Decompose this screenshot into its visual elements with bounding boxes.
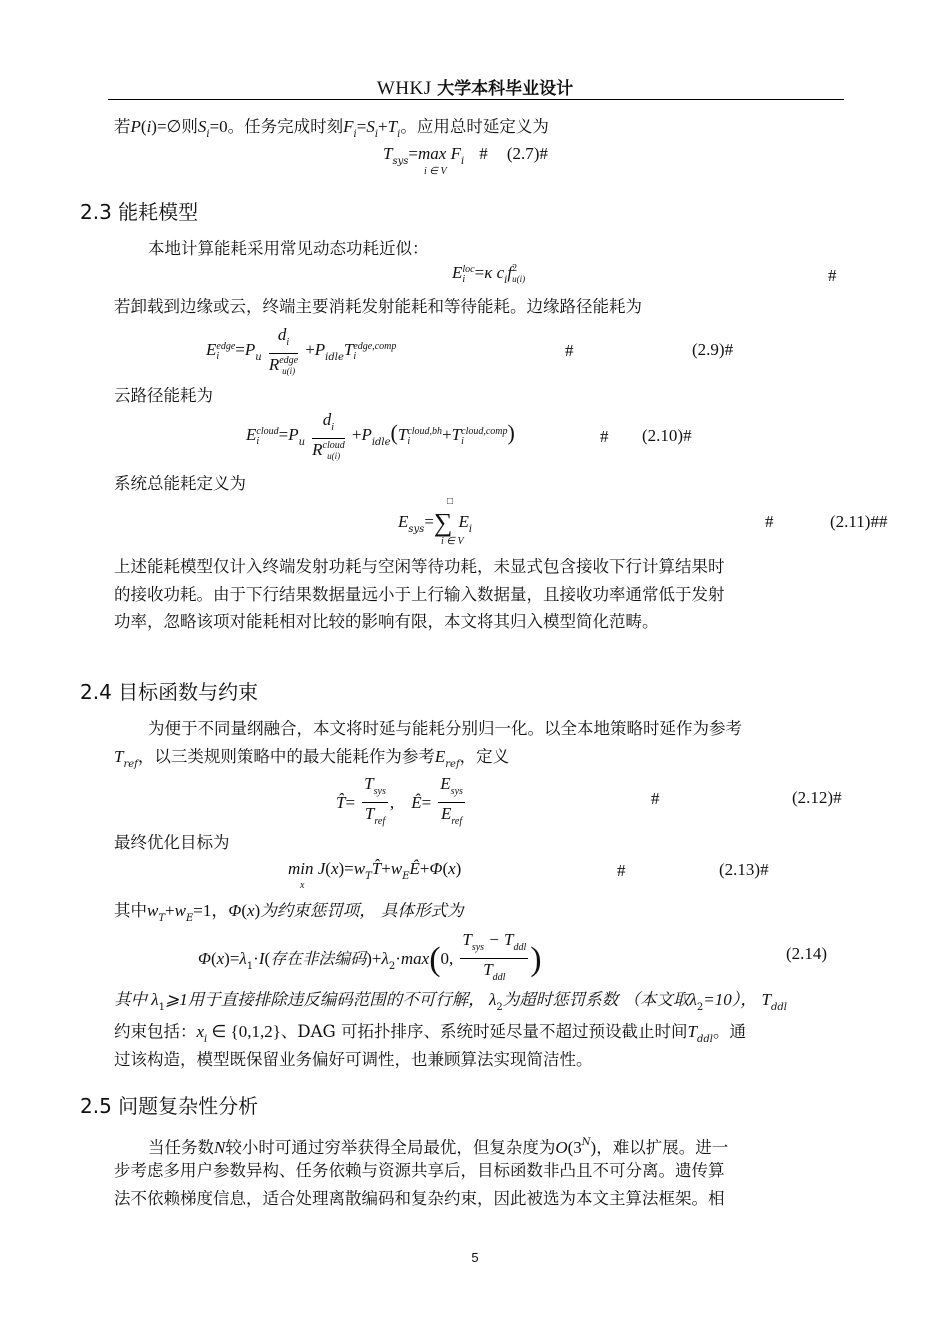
paragraph-line: 系统总能耗定义为 [114, 474, 246, 493]
equation-2-13: $\min J(x)=w_TT̂+w_EÊ+\Phi(x)$ [288, 859, 462, 882]
equation-number: (2.14) [786, 944, 828, 963]
equation-hash: # [600, 427, 609, 446]
equation-hash: # [765, 512, 774, 531]
equation-2-14: $\Phi(x)=\lambda_1\cdot I$(存在非法编码)$+\lambda_2\cdot\max(0$, $\frac{T_{sys} - T_{ddl}}{T_{ddl}}$ ) [198, 930, 542, 983]
section-heading-2-5: 2.5 问题复杂性分析 [80, 1094, 259, 1118]
paragraph-line: 当任务数N较小时可通过穷举获得全局最优，但复杂度为$O(3^N)$，难以扩展。进一 [148, 1137, 729, 1157]
equation-2-10: E cloud i $=P_u$ $d_i$ R cloud u(i) $+P_{idle}(T$ cloud,bh i +T cloud,comp i ) [246, 410, 515, 461]
header-school-code: WHKJ [376, 78, 432, 99]
equation-hash: # [565, 341, 574, 360]
equation-number: (2.7)# [506, 144, 548, 163]
paragraph-line: 上述能耗模型仅计入终端发射功耗与空闲等待功耗，未显式包含接收下行计算结果时 [114, 557, 725, 576]
equation-hash: # [617, 861, 626, 880]
equation-2-7: $T_{sys}=\max$ $F_i$ # (2.7)# [383, 144, 548, 167]
equation-subscript: i ∈ V [441, 536, 464, 547]
paragraph-line: 若P(i)=∅则$S_i=0$。任务完成时刻$F_i=S_i+T_i$。应用总时延定义为 [114, 117, 549, 140]
equation-number: (2.11)## [830, 512, 888, 531]
equation-hash: # [828, 266, 837, 285]
paragraph-line: 最终优化目标为 [114, 833, 230, 852]
equation-2-12: T̂= $\frac{T_{sys}}{T_{ref}}$ , Ê= $\frac{E_{sys}}{E_{ref}}$ [336, 774, 463, 827]
header-rule [108, 99, 844, 100]
equation-number: (2.13)# [719, 860, 769, 879]
paragraph-line: 其中 $\lambda_1⩾1$用于直接排除违反编码范围的不可行解， $\lambda_2$为超时惩罚系数 （本文取$\lambda_2=10$）， $T_{ddl}$ [114, 990, 787, 1013]
equation-number: (2.9)# [692, 340, 734, 359]
paragraph-line: 步考虑多用户参数异构、任务依赖与资源共享后，目标函数非凸且不可分离。遗传算 [114, 1161, 725, 1180]
section-heading-2-4: 2.4 目标函数与约束 [80, 680, 259, 704]
paragraph-line: $T_{ref}$，以三类规则策略中的最大能耗作为参考$E_{ref}$，定义 [114, 747, 510, 770]
paragraph-line: 过该构造，模型既保留业务偏好可调性，也兼顾算法实现简洁性。 [114, 1050, 593, 1069]
equation-2-9: E edge i $=P_u$ $d_i$ R edge u(i) $+P_{idle}T$ edge,comp i [206, 325, 397, 376]
sum-placeholder: □ [447, 496, 454, 507]
section-heading-2-3: 2.3 能耗模型 [80, 200, 199, 224]
header-title: 大学本科毕业设计 [437, 79, 574, 99]
equation-number: (2.12)# [792, 788, 842, 807]
paragraph-line: 的接收功耗。由于下行结果数据量远小于上行输入数据量，且接收功率通常低于发射 [114, 585, 725, 604]
paragraph-line: 云路径能耗为 [114, 386, 213, 405]
paragraph-line: 其中$w_T+w_E=1$，Φ(x)为约束惩罚项， 具体形式为 [114, 901, 464, 924]
page-number: 5 [471, 1250, 479, 1265]
equation-subscript: i ∈ V [424, 166, 447, 177]
paragraph-line: 约束包括：$x_i$ ∈ {0,1,2}、DAG 可拓扑排序、系统时延尽量不超过预设截止时间$T_{ddl}$。通 [114, 1022, 746, 1045]
paragraph-line: 为便于不同量纲融合，本文将时延与能耗分别归一化。以全本地策略时延作为参考 [148, 719, 742, 738]
equation-local-energy: E loc i =κ $c_if$ 2 u(i) [452, 263, 526, 286]
paragraph-line: 若卸载到边缘或云，终端主要消耗发射能耗和等待能耗。边缘路径能耗为 [114, 297, 642, 316]
paragraph-line: 功率，忽略该项对能耗相对比较的影响有限，本文将其归入模型简化范畴。 [114, 612, 659, 631]
equation-subscript: x [300, 880, 305, 891]
paragraph-line: 法不依赖梯度信息，适合处理离散编码和复杂约束，因此被选为本文主算法框架。相 [114, 1189, 725, 1208]
equation-hash: # [651, 789, 660, 808]
equation-2-11: $E_{sys}=\sum$ $E_i$ [398, 508, 473, 537]
paragraph-line: 本地计算能耗采用常见动态功耗近似： [148, 239, 429, 258]
equation-number: (2.10)# [642, 426, 692, 445]
running-header [0, 74, 950, 100]
